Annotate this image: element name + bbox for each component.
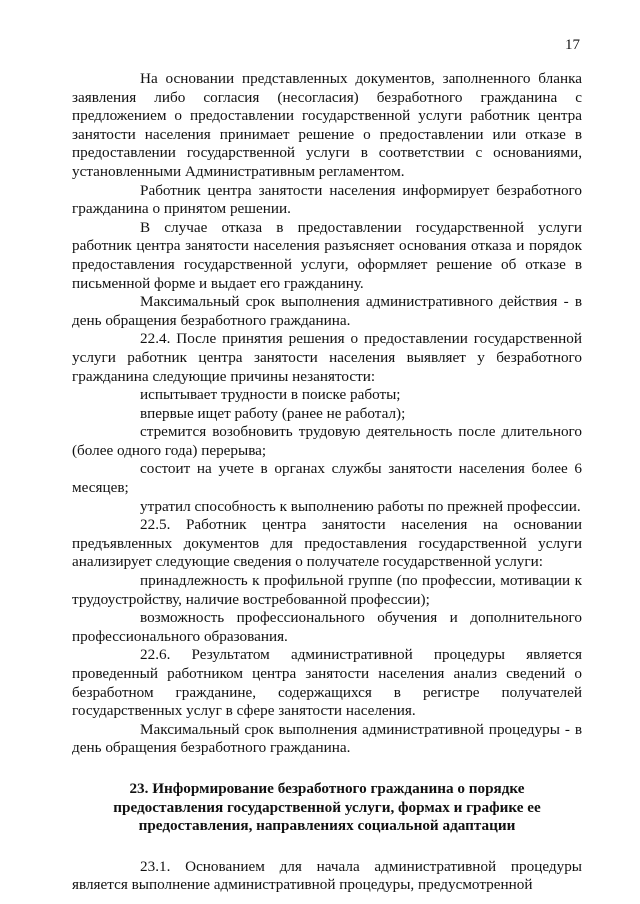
list-item: испытывает трудности в поиске работы;: [140, 386, 401, 404]
document-body: [72, 70, 582, 895]
list-item: принадлежность к профильной группе (по профессии, мотивации к трудоустройству, наличие востребованной профессии);: [72, 572, 582, 608]
paragraph: 22.4. После принятия решения о предоставлении государственной услуги работник центра занятости населения выявляет у безработного гражданина следующие причины незанятости:: [72, 330, 582, 385]
paragraph: Работник центра занятости населения информирует безработного гражданина о принятом решении.: [72, 181, 582, 218]
paragraph: На основании представленных документов, заполненного бланка заявления либо согласия (несогласия) безработного гражданина с предложением о предоставлении государственной услуги работник центра занятости населения принимает решение о предоставлении или отказе в предоставлении государственной услуги в соответствии с основаниями, установленными Административным регламентом.: [72, 70, 582, 180]
paragraph: Максимальный срок выполнения административной процедуры - в день обращения безработного гражданина.: [72, 720, 582, 757]
paragraph: 22.5. Работник центра занятости населения на основании предъявленных документов для предоставления государственной услуги анализирует следующие сведения о получателе государственной услуги:: [72, 516, 582, 571]
list-item: утратил способность к выполнению работы по прежней профессии.: [140, 497, 581, 515]
paragraph: Максимальный срок выполнения административного действия - в день обращения безработного гражданина.: [72, 293, 582, 329]
paragraph: 23.1. Основанием для начала административной процедуры является выполнение административной процедуры, предусмотренной: [72, 857, 582, 894]
paragraph: В случае отказа в предоставлении государственной услуги работник центра занятости населения разъясняет основания отказа и порядок предоставления государственной услуги, оформляет решение об отказе в письменной форме и выдает его гражданину.: [72, 218, 582, 292]
paragraph: 22.6. Результатом административной процедуры является проведенный работником центра занятости населения анализ сведений о безработном гражданине, содержащихся в регистре получателей государственных услуг в сфере занятости населения.: [72, 646, 582, 720]
section-heading: 23. Информирование безработного гражданина о порядке предоставления государственной услуги, формах и графике ее предоставления, направлениях социальной адаптации: [113, 779, 541, 835]
page-number: 17: [565, 37, 580, 53]
list-item: стремится возобновить трудовую деятельность после длительного (более одного года) перерыва;: [72, 423, 582, 459]
list-item: возможность профессионального обучения и дополнительного профессионального образования.: [72, 609, 582, 645]
list-item: состоит на учете в органах службы занятости населения более 6 месяцев;: [72, 460, 582, 497]
list-item: впервые ищет работу (ранее не работал);: [140, 404, 406, 422]
